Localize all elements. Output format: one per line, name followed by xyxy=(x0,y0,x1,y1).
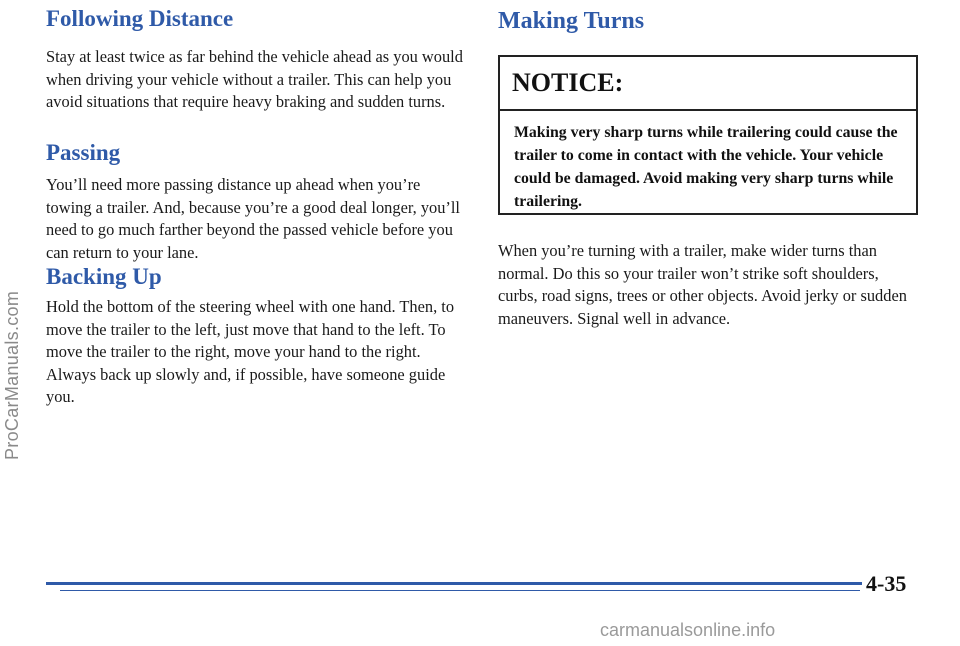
passing-heading: Passing xyxy=(46,140,121,165)
backing-up-text: Hold the bottom of the steering wheel with one hand. Then, to move the trailer to the left, just move that hand to the left. To move the trailer to the right, move your hand to the right. Always back up slowly and, if possible, have someone guide you. xyxy=(46,297,455,406)
bottom-watermark: carmanualsonline.info xyxy=(600,620,776,640)
notice-box xyxy=(498,55,918,215)
backing-up-heading: Backing Up xyxy=(46,264,162,289)
following-distance-heading: Following Distance xyxy=(46,6,234,31)
footer-rule-thin xyxy=(60,590,860,591)
making-turns-text: When you’re turning with a trailer, make wider turns than normal. Do this so your trailer won’t strike soft shoulders, curbs, road signs, trees or other objects. Avoid jerky or sudden maneuvers. Signal well in advance. xyxy=(498,241,907,328)
making-turns-heading: Making Turns xyxy=(498,8,645,34)
page-number: 4-35 xyxy=(866,571,907,596)
footer-rule-thick xyxy=(46,582,862,585)
following-distance-text: Stay at least twice as far behind the vehicle ahead as you would when driving your vehicle without a trailer. This can help you avoid situations that require heavy braking and sudden turns. xyxy=(46,47,463,111)
passing-text: You’ll need more passing distance up ahead when you’re towing a trailer. And, because you’re a good deal longer, you’ll need to go much farther beyond the passed vehicle before you can return to your lane. xyxy=(46,175,460,262)
side-watermark: ProCarManuals.com xyxy=(2,290,22,460)
notice-text: Making very sharp turns while trailering could cause the trailer to come in contact with the vehicle. Your vehicle could be damaged. Avoid making very sharp turns while trailering. xyxy=(514,124,898,210)
notice-title: NOTICE: xyxy=(500,57,916,111)
